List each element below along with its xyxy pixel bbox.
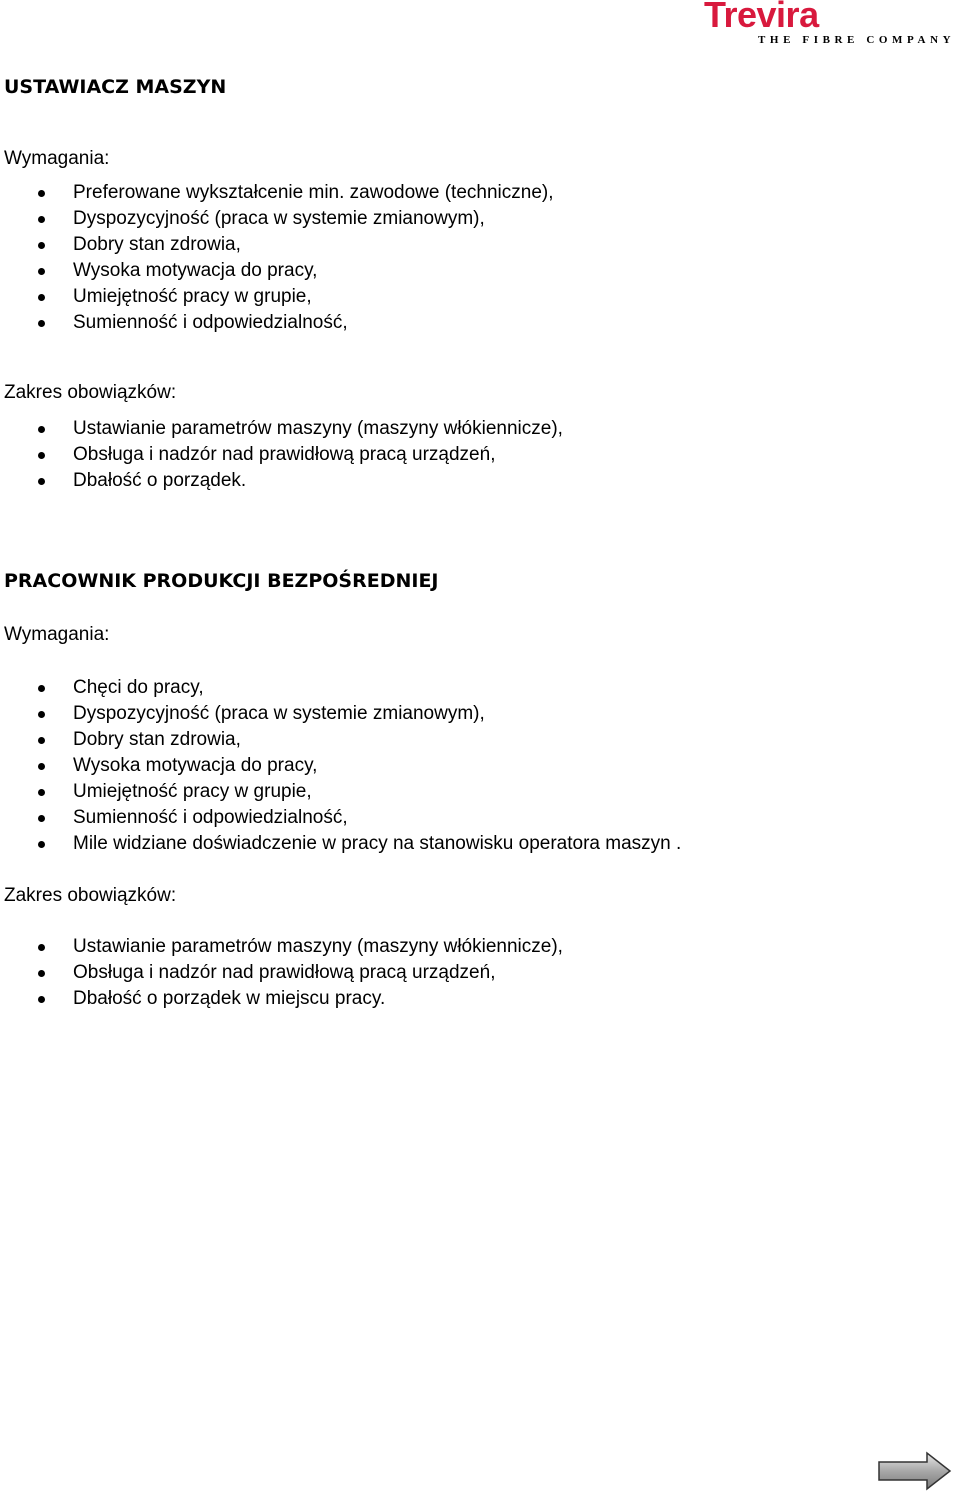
logo-wordmark: Trevira bbox=[704, 0, 819, 35]
list-item: Dobry stan zdrowia, bbox=[0, 232, 554, 258]
list-item: Chęci do pracy, bbox=[0, 675, 681, 701]
bullet-icon bbox=[38, 216, 45, 223]
logo-tagline: THE FIBRE COMPANY bbox=[758, 34, 956, 46]
requirements-list bbox=[0, 180, 554, 336]
list-item: Umiejętność pracy w grupie, bbox=[0, 779, 681, 805]
list-item: Wysoka motywacja do pracy, bbox=[0, 258, 554, 284]
bullet-icon bbox=[38, 841, 45, 848]
list-item: Sumienność i odpowiedzialność, bbox=[0, 805, 681, 831]
bullet-icon bbox=[38, 452, 45, 459]
bullet-icon bbox=[38, 944, 45, 951]
list-item: Sumienność i odpowiedzialność, bbox=[0, 310, 554, 336]
list-item: Dobry stan zdrowia, bbox=[0, 727, 681, 753]
list-item: Obsługa i nadzór nad prawidłową pracą urządzeń, bbox=[0, 442, 563, 468]
list-item: Wysoka motywacja do pracy, bbox=[0, 753, 681, 779]
bullet-icon bbox=[38, 737, 45, 744]
bullet-icon bbox=[38, 478, 45, 485]
bullet-icon bbox=[38, 970, 45, 977]
requirements-label: Wymagania: bbox=[4, 624, 110, 645]
bullet-icon bbox=[38, 996, 45, 1003]
section-title-production-worker: PRACOWNIK PRODUKCJI BEZPOŚREDNIEJ bbox=[4, 570, 439, 592]
list-item: Mile widziane doświadczenie w pracy na stanowisku operatora maszyn . bbox=[0, 831, 681, 857]
trevira-logo bbox=[700, 0, 960, 50]
duties-list bbox=[0, 934, 563, 1012]
section-title-setter: USTAWIACZ MASZYN bbox=[4, 76, 227, 98]
list-item: Umiejętność pracy w grupie, bbox=[0, 284, 554, 310]
list-item: Dbałość o porządek w miejscu pracy. bbox=[0, 986, 563, 1012]
requirements-list bbox=[0, 675, 681, 857]
bullet-icon bbox=[38, 268, 45, 275]
arrow-right-icon[interactable] bbox=[877, 1451, 952, 1491]
duties-list bbox=[0, 416, 563, 494]
bullet-icon bbox=[38, 294, 45, 301]
list-item: Obsługa i nadzór nad prawidłową pracą urządzeń, bbox=[0, 960, 563, 986]
list-item: Ustawianie parametrów maszyny (maszyny włókiennicze), bbox=[0, 934, 563, 960]
bullet-icon bbox=[38, 815, 45, 822]
bullet-icon bbox=[38, 190, 45, 197]
duties-label: Zakres obowiązków: bbox=[4, 885, 177, 906]
bullet-icon bbox=[38, 685, 45, 692]
requirements-label: Wymagania: bbox=[4, 148, 110, 169]
bullet-icon bbox=[38, 789, 45, 796]
bullet-icon bbox=[38, 763, 45, 770]
duties-label: Zakres obowiązków: bbox=[4, 382, 177, 403]
list-item: Dyspozycyjność (praca w systemie zmianowym), bbox=[0, 206, 554, 232]
list-item: Dbałość o porządek. bbox=[0, 468, 563, 494]
bullet-icon bbox=[38, 711, 45, 718]
bullet-icon bbox=[38, 426, 45, 433]
bullet-icon bbox=[38, 320, 45, 327]
list-item: Dyspozycyjność (praca w systemie zmianowym), bbox=[0, 701, 681, 727]
bullet-icon bbox=[38, 242, 45, 249]
list-item: Ustawianie parametrów maszyny (maszyny włókiennicze), bbox=[0, 416, 563, 442]
list-item: Preferowane wykształcenie min. zawodowe (techniczne), bbox=[0, 180, 554, 206]
